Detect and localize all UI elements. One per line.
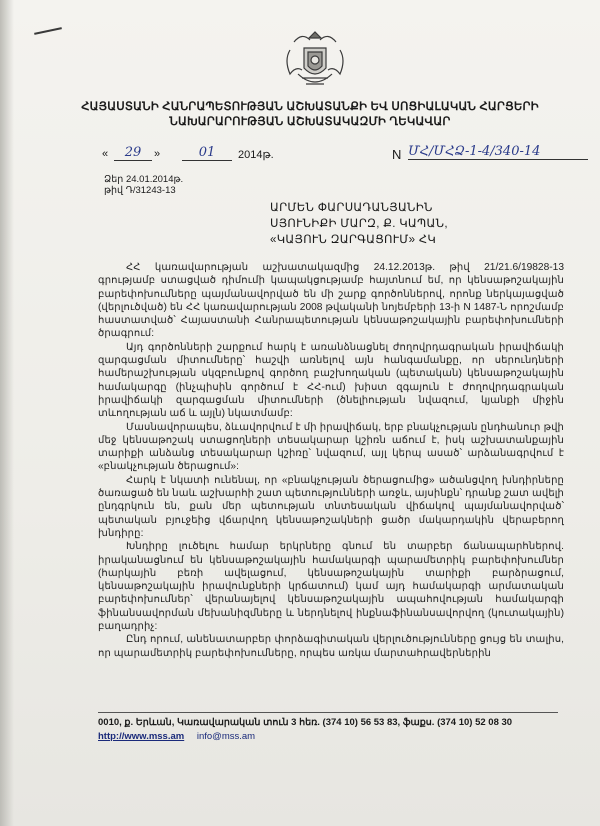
- recipient-block: [270, 200, 570, 248]
- body-paragraph: Հարկ է նկատի ունենալ, որ «բնակչության ծերացումից» ածանցվող խնդիրները ծառացած են նաև աշխարհի շատ պետությունների առջև, այսինքն՝ դրանք շատ ավելի ընդգրկուն են, քան մեր պետության տնտեսական վիճակով պայմանավորված՝ պետական բյուջեից վճարվող կենսաթոշակների ցածր մակարդակին վերաբերող խնդիրը:: [98, 474, 564, 539]
- page-edge-shadow: [0, 0, 14, 826]
- ministry-header: [60, 100, 560, 130]
- date-open-quote: «: [102, 148, 109, 160]
- incoming-date: Ձեր 24.01.2014թ.: [104, 174, 184, 185]
- recipient-organization: «ԿԱՅՈՒՆ ԶԱՐԳԱՑՈՒՄ» ՀԿ: [270, 234, 437, 246]
- recipient-address: ՍՅՈՒՆԻՔԻ ՄԱՐԶ, Ք. ԿԱՊԱՆ,: [270, 218, 448, 230]
- footer-address: 0010, ք. Երևան, Կառավարական տուն 3 հեռ. (374 10) 56 53 83, ֆաքս. (374 10) 52 08 30: [98, 717, 513, 728]
- date-number-row: [92, 144, 562, 166]
- number-sign: N: [392, 147, 402, 162]
- body-paragraph: Ընդ որում, անենատարբեր փորձագիտական վերլուծությունները ցույց են տալիս, որ պարամետրիկ բարեփոխումները, որպես առկա մարտահրավերներին: [98, 634, 564, 659]
- body-paragraph: Խնդիրը լուծելու համար երկրները գնում են տարբեր ճանապարհներով. իրականացնում են կենսաթոշակային համակարգի պարամետրիկ բարեփոխումներ (հարկային բեռի ավելացում, կենսաթոշակային տարիքի բարձրացում, կենսաթոշակային իրավունքների կրճատում) կամ այդ համակարգի արմատական բարեփոխումներ՝ վերանայելով կենսաթոշակային ապահովության համակարգի ֆինանսավորման մեխանիզմները և ներդնելով ինքնաֆինանսավորվող (կուտակային) բաղադրիչ:: [98, 541, 564, 633]
- pen-mark: [34, 27, 62, 35]
- footer-website-link[interactable]: http://www.mss.am: [98, 731, 185, 742]
- date-month: 01: [182, 145, 232, 161]
- body-paragraph: ՀՀ կառավարության աշխատակազմից 24.12.2013թ. թիվ 21/21.6/19828-13 գրությամբ ստացված դիմումի կապակցությամբ հայտնում եմ, որ կենսաթոշակային բարեփոխումները պայմանավորված են մի շարք գործոններով, որոնք ներկայացված (վերլուծված) են ՀՀ կառավարության 2008 թվականի նոյեմբերի 13-ի N 1487-Ն որոշմամբ հաստատված՝ Հայաստանի Հանրապետության կենսաթոշակային բարեփոխումների ծրագրում:: [98, 262, 564, 340]
- date-year: 2014թ.: [238, 149, 274, 161]
- ministry-title-line1: ՀԱՅԱՍՏԱՆԻ ՀԱՆՐԱՊԵՏՈՒԹՅԱՆ ԱՇԽԱՏԱՆՔԻ ԵՎ ՍՈՑԻԱԼԱԿԱՆ ՀԱՐՑԵՐԻ: [81, 101, 539, 113]
- ministry-title-line2: ՆԱԽԱՐԱՐՈՒԹՅԱՆ ԱՇԽԱՏԱԿԱԶՄԻ ՂԵԿԱՎԱՐ: [169, 116, 451, 128]
- registration-number: ՄՀ/ՄՀՁ-1-4/340-14: [408, 144, 588, 160]
- footer-email-link[interactable]: info@mss.am: [196, 731, 256, 742]
- footer-divider: [98, 712, 558, 713]
- incoming-number: թիվ Դ/31243-13: [104, 185, 176, 196]
- body-paragraph: Մասնավորապես, ձևավորվում է մի իրավիճակ, երբ բնակչության ընդհանուր թվի մեջ կենսաթոշակ ստացողների տեսակարար կշիռն աճում է, իսկ աշխատանքային տարիքի անձանց տեսակարար կշիռը՝ նվազում, այլ կերպ ասած՝ արձանագրվում է «բնակչության ծերացում»:: [98, 421, 564, 473]
- recipient-name: ԱՐՄԵՆ ՓԱՐՍԱԴԱՆՅԱՆԻՆ: [270, 202, 433, 214]
- incoming-reference: [104, 174, 183, 196]
- body-paragraph: Այդ գործոնների շարքում հարկ է առանձնացնել ժողովրդագրական իրավիճակի զարգացման միտումները՝ հաշվի առնելով այն հանգամանքը, որ սերունդների համերաշխության սկզբունքով գործող բաշխողական (պետական) կենսաթոշակային համակարգը (ինչպիսին գործում է ՀՀ-ում) խիստ զգայուն է ժողովրդագրական իրավիճակի զարգացման միտումների (ծնելիության նվազում, կյանքի միջին տևողության աճ և այլն) նկատմամբ:: [98, 341, 564, 420]
- date-day: 29: [114, 145, 152, 161]
- letterhead-footer: [98, 716, 568, 744]
- date-close-quote: »: [154, 148, 161, 160]
- letter-body: [98, 261, 564, 660]
- coat-of-arms-emblem: [280, 30, 350, 92]
